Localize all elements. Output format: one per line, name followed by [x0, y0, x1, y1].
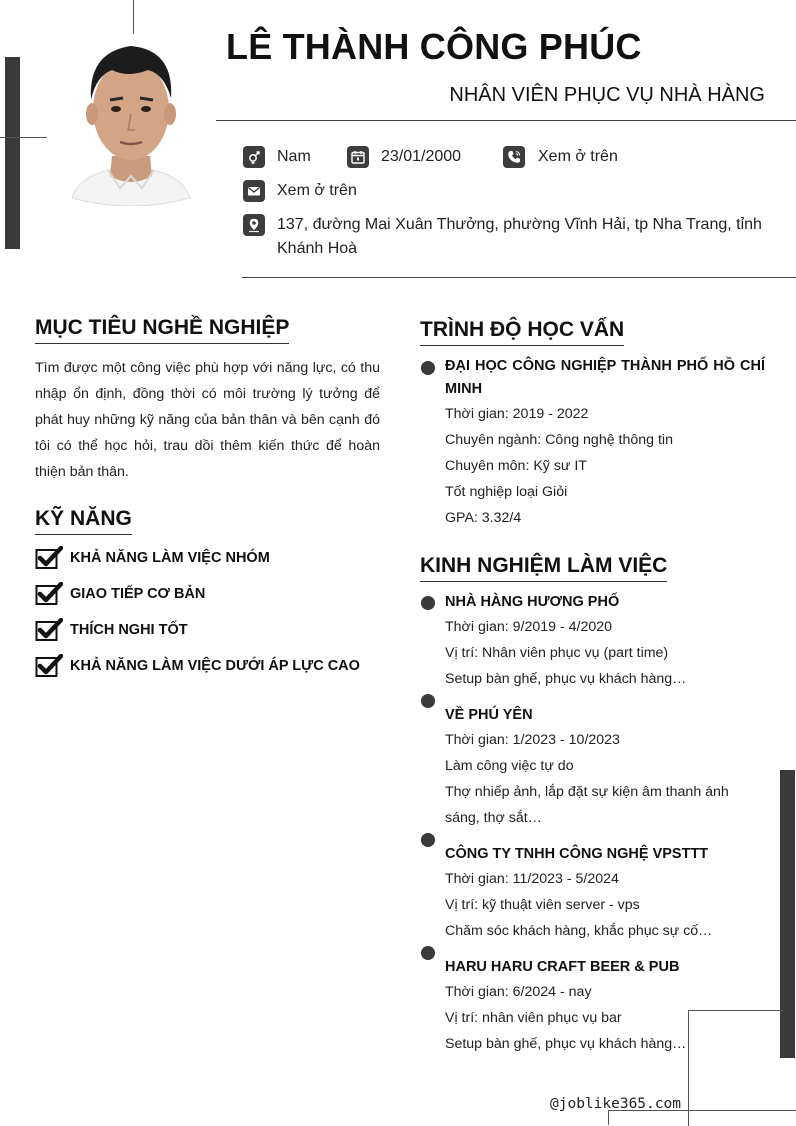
checkbox-checked-icon — [35, 582, 63, 606]
timeline-bullet — [421, 361, 435, 375]
timeline-bullet — [421, 946, 435, 960]
skill-item — [35, 654, 360, 678]
company-name: VỀ PHÚ YÊN — [445, 707, 533, 723]
objective-text: Tìm được một công việc phù hợp với năng lực, có thu nhập ổn định, đồng thời có môi trường lý tưởng để phát huy những kỹ năng của bản thân và bên cạnh đó tôi có thể học hỏi, trau dồi thêm kiến thức để hoàn thiện bản thân. — [35, 360, 380, 480]
skill-item — [35, 618, 188, 642]
skill-item — [35, 546, 270, 570]
experience-entry — [445, 704, 765, 831]
location-pin-icon — [243, 214, 265, 236]
skill-item — [35, 582, 205, 606]
timeline-bullet — [421, 596, 435, 610]
address-value: 137, đường Mai Xuân Thưởng, phường Vĩnh Hải, tp Nha Trang, tỉnh Khánh Hoà — [277, 216, 762, 257]
bottom-tick-line — [608, 1110, 609, 1125]
experience-line: Vị trí: kỹ thuật viên server - vps — [445, 897, 640, 913]
experience-entry — [445, 591, 765, 692]
timeline-bullet — [421, 833, 435, 847]
job-title: NHÂN VIÊN PHỤC VỤ NHÀ HÀNG — [449, 84, 765, 106]
experience-line: Làm công việc tự do — [445, 758, 574, 774]
school-name: ĐẠI HỌC CÔNG NGHIỆP THÀNH PHỐ HỒ CHÍ MINH — [445, 358, 765, 397]
experience-line: Thời gian: 6/2024 - nay — [445, 984, 592, 1000]
experience-entry — [445, 956, 765, 1057]
experience-title: KINH NGHIỆM LÀM VIỆC — [420, 554, 667, 582]
education-line: Chuyên ngành: Công nghệ thông tin — [445, 432, 673, 448]
experience-line: Thời gian: 9/2019 - 4/2020 — [445, 619, 613, 635]
calendar-icon — [347, 146, 369, 168]
experience-line: Thời gian: 1/2023 - 10/2023 — [445, 732, 620, 748]
left-accent-bar — [5, 57, 20, 249]
company-name: HARU HARU CRAFT BEER & PUB — [445, 959, 680, 975]
education-entry — [445, 355, 765, 531]
education-line: Chuyên môn: Kỹ sư IT — [445, 458, 587, 474]
company-name: NHÀ HÀNG HƯƠNG PHỐ — [445, 594, 620, 610]
experience-line: Thời gian: 11/2023 - 5/2024 — [445, 871, 619, 887]
education-title: TRÌNH ĐỘ HỌC VẤN — [420, 318, 624, 346]
experience-line: Vị trí: Nhân viên phục vụ (part time) — [445, 645, 669, 661]
experience-line: Setup bàn ghế, phục vụ khách hàng… — [445, 671, 687, 687]
experience-line: Vị trí: nhân viên phục vụ bar — [445, 1010, 622, 1026]
objective-title: MỤC TIÊU NGHỀ NGHIỆP — [35, 316, 289, 344]
skills-title: KỸ NĂNG — [35, 507, 132, 535]
company-name: CÔNG TY TNHH CÔNG NGHỆ VPSTTT — [445, 846, 709, 862]
skill-label: GIAO TIẾP CƠ BẢN — [70, 586, 206, 602]
education-line: Tốt nghiệp loại Giỏi — [445, 484, 568, 500]
profile-photo — [68, 38, 194, 206]
header-rule — [216, 120, 796, 121]
footer-watermark: @joblike365.com — [550, 1096, 681, 1112]
email-value: Xem ở trên — [277, 182, 357, 199]
education-line: Thời gian: 2019 - 2022 — [445, 406, 589, 422]
skill-label: KHẢ NĂNG LÀM VIỆC DƯỚI ÁP LỰC CAO — [70, 658, 360, 674]
email-icon — [243, 180, 265, 202]
gender-value: Nam — [277, 148, 311, 165]
timeline-bullet — [421, 694, 435, 708]
checkbox-checked-icon — [35, 618, 63, 642]
checkbox-checked-icon — [35, 546, 63, 570]
experience-line: Chăm sóc khách hàng, khắc phục sự cố… — [445, 923, 713, 939]
education-line: GPA: 3.32/4 — [445, 510, 522, 526]
birthday-value: 23/01/2000 — [381, 148, 462, 165]
skill-label: KHẢ NĂNG LÀM VIỆC NHÓM — [70, 550, 270, 566]
checkbox-checked-icon — [35, 654, 63, 678]
contact-rule — [242, 277, 796, 278]
experience-line: Thợ nhiếp ảnh, lắp đặt sự kiện âm thanh ánh sáng, thợ sắt… — [445, 784, 729, 826]
experience-line: Setup bàn ghế, phục vụ khách hàng… — [445, 1036, 687, 1052]
candidate-name: LÊ THÀNH CÔNG PHÚC — [226, 26, 642, 67]
skill-label: THÍCH NGHI TỐT — [70, 622, 188, 638]
top-divider-line — [133, 0, 134, 34]
phone-icon — [503, 146, 525, 168]
phone-value: Xem ở trên — [538, 148, 618, 165]
left-divider-line — [0, 137, 47, 138]
gender-icon — [243, 146, 265, 168]
experience-entry — [445, 843, 765, 944]
